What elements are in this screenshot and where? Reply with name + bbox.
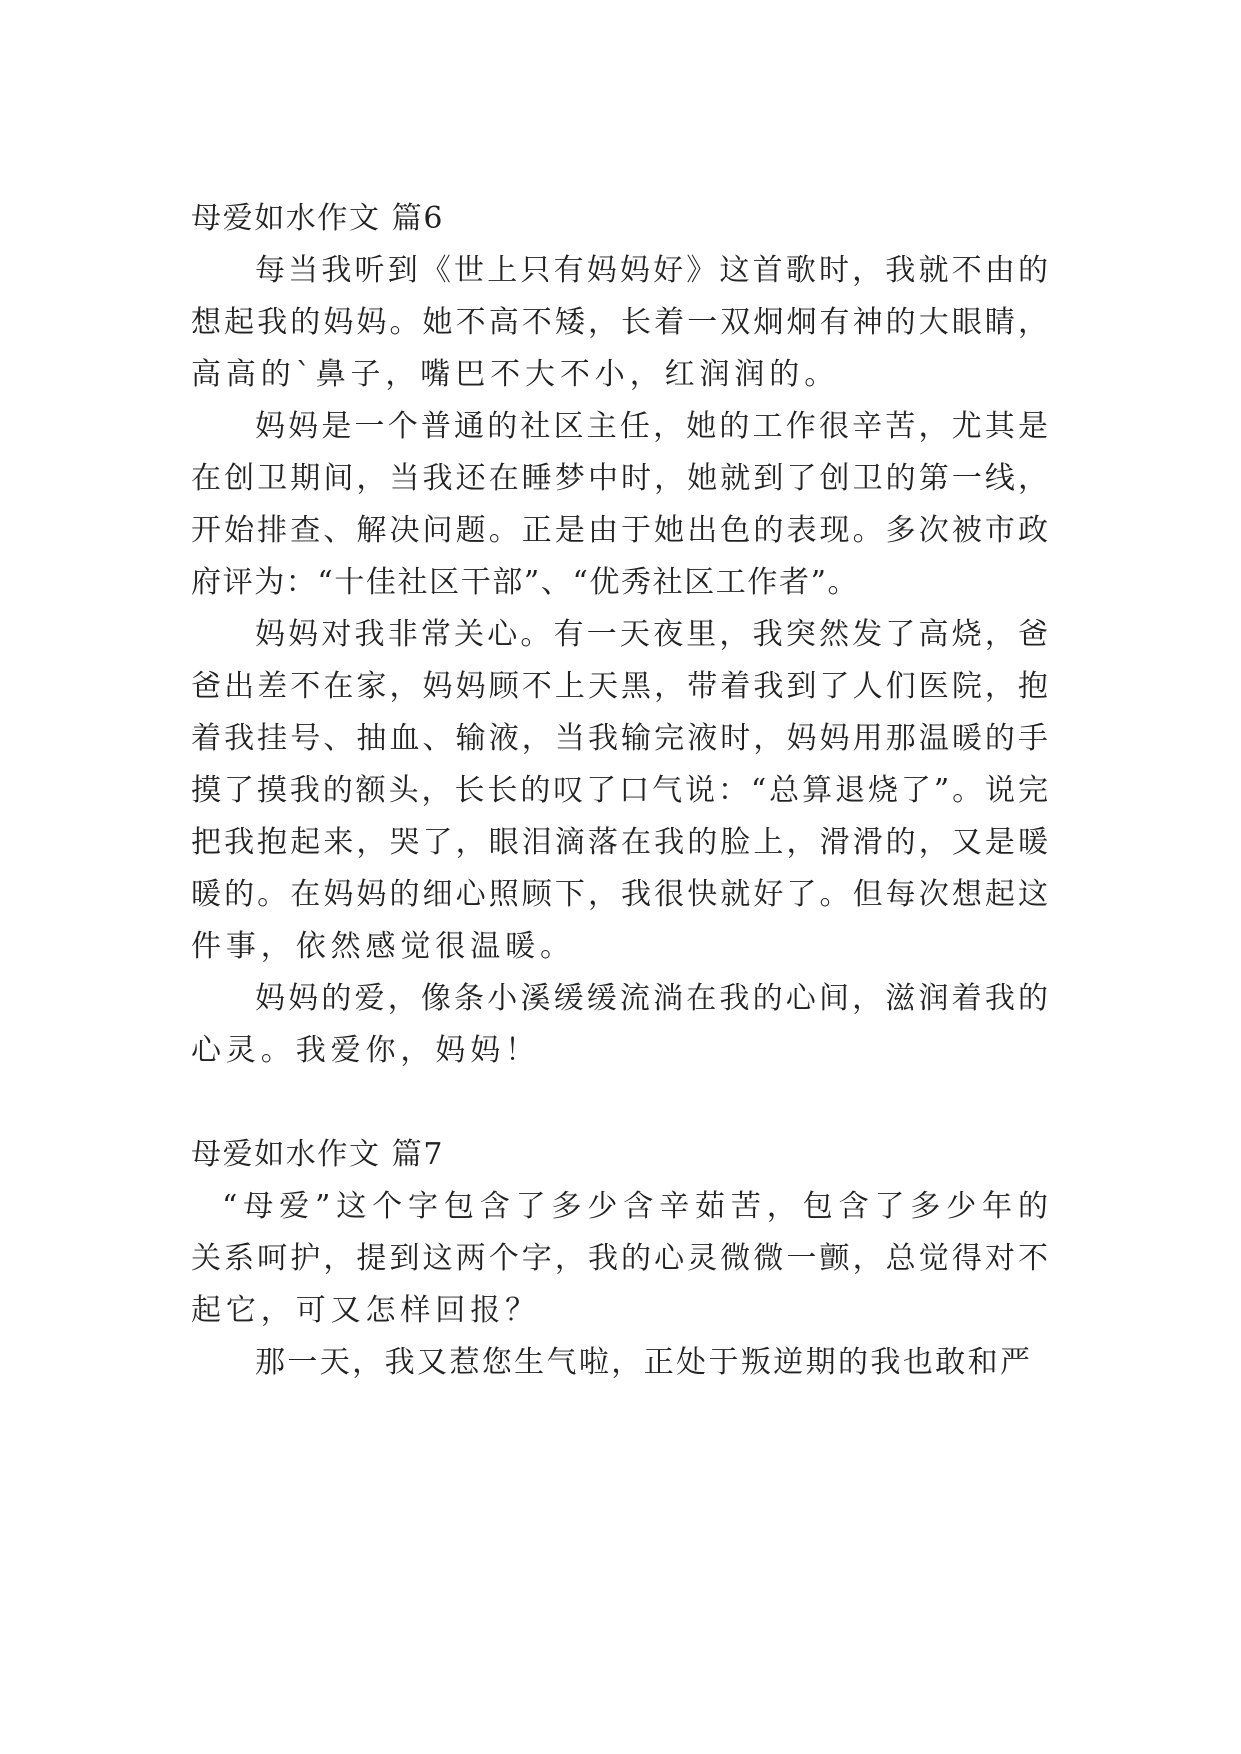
essay-6-line-7: 府评为：“十佳社区干部”、“优秀社区工作者”。 <box>191 565 860 600</box>
essay-6-line-16: 心灵。我爱你，妈妈！ <box>191 1033 540 1068</box>
essay-7-line-1: “母爱”这个字包含了多少含辛茹苦，包含了多少年的 <box>222 1189 1048 1224</box>
essay-6-line-15: 妈妈的爱，像条小溪缓缓流淌在我的心间，滋润着我的 <box>255 981 1048 1016</box>
essay-7-line-2: 关系呵护，提到这两个字，我的心灵微微一颤，总觉得对不 <box>191 1241 1048 1276</box>
essay-6-line-8: 妈妈对我非常关心。有一天夜里，我突然发了高烧，爸 <box>255 617 1048 652</box>
essay-6-line-4: 妈妈是一个普通的社区主任，她的工作很辛苦，尤其是 <box>255 409 1048 444</box>
essay-6-heading: 母爱如水作文 篇6 <box>191 201 445 236</box>
essay-6-line-1: 每当我听到《世上只有妈妈好》这首歌时，我就不由的 <box>255 253 1048 288</box>
essay-6-line-6: 开始排查、解决问题。正是由于她出色的表现。多次被市政 <box>191 513 1048 548</box>
essay-6-line-2: 想起我的妈妈。她不高不矮，长着一双炯炯有神的大眼睛， <box>191 305 1048 340</box>
essay-6-line-3: 高高的`鼻子，嘴巴不大不小，红润润的。 <box>191 357 840 392</box>
essay-6-line-9: 爸出差不在家，妈妈顾不上天黑，带着我到了人们医院，抱 <box>191 669 1048 704</box>
essay-6-line-12: 把我抱起来，哭了，眼泪滴落在我的脸上，滑滑的，又是暖 <box>191 825 1048 860</box>
essay-6-line-5: 在创卫期间，当我还在睡梦中时，她就到了创卫的第一线， <box>191 461 1048 496</box>
essay-6-line-11: 摸了摸我的额头，长长的叹了口气说：“总算退烧了”。说完 <box>191 773 1048 808</box>
essay-6-line-13: 暖的。在妈妈的细心照顾下，我很快就好了。但每次想起这 <box>191 877 1048 912</box>
essay-7-line-3: 起它，可又怎样回报？ <box>191 1293 540 1328</box>
essay-7-heading: 母爱如水作文 篇7 <box>191 1137 445 1172</box>
essay-6-line-10: 着我挂号、抽血、输液，当我输完液时，妈妈用那温暖的手 <box>191 721 1048 756</box>
essay-6-line-14: 件事，依然感觉很温暖。 <box>191 929 575 964</box>
essay-7-line-4: 那一天，我又惹您生气啦，正处于叛逆期的我也敢和严 <box>255 1345 1030 1380</box>
